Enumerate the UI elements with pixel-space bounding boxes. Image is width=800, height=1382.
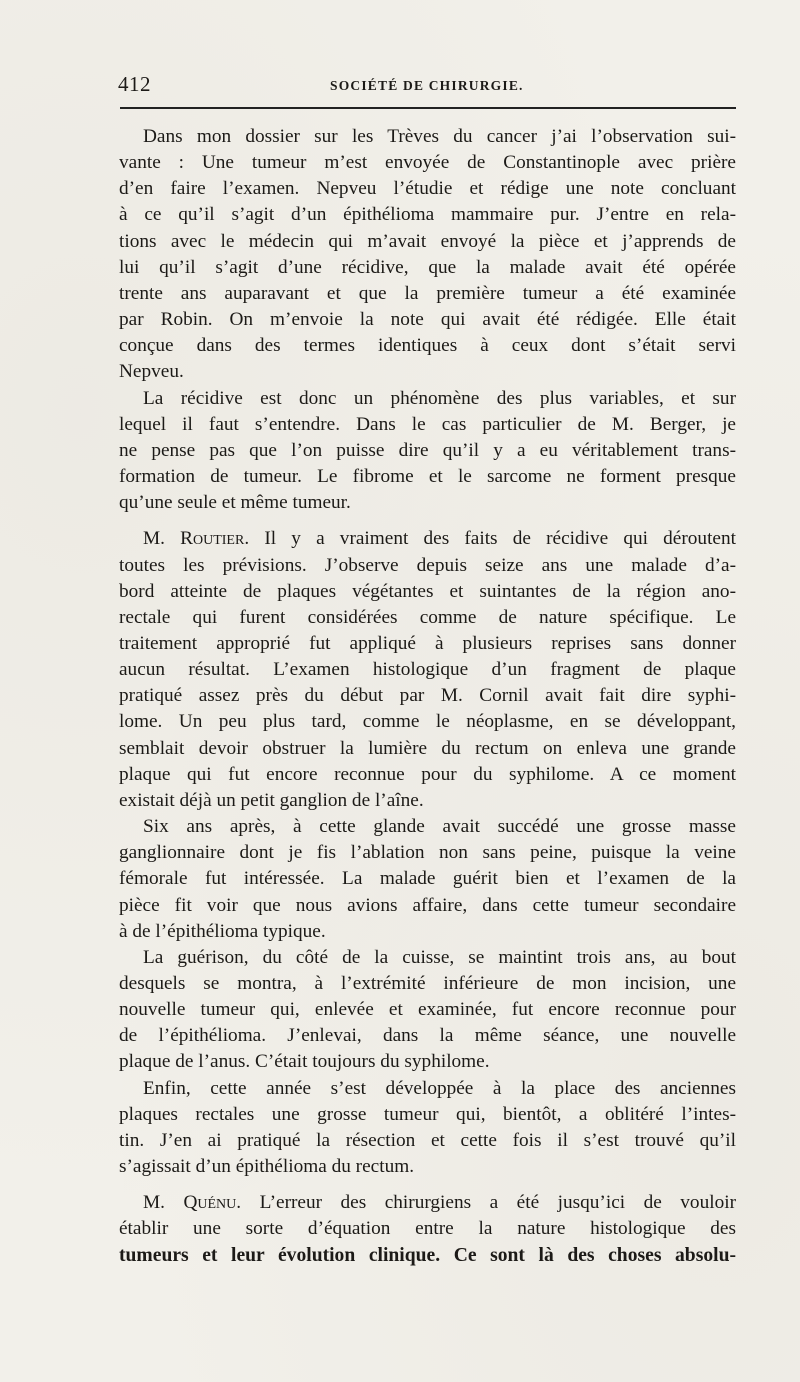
text-line: rectale qui furent considérées comme de nature spécifique. Le <box>119 606 736 628</box>
paragraph <box>119 526 736 814</box>
text-line: semblait devoir obstruer la lumière du rectum on enleva une grande <box>119 737 736 759</box>
text-line: de l’épithélioma. J’enlevai, dans la même séance, une nouvelle <box>119 1025 736 1047</box>
paragraph <box>119 945 736 1076</box>
text-line: desquels se montra, à l’extrémité inférieure de mon incision, une <box>119 973 736 994</box>
text-line: pièce fit voir que nous avions affaire, dans cette tumeur secondaire <box>119 894 736 916</box>
text-line: Dans mon dossier sur les Trèves du cancer j’ai l’observation sui- <box>143 126 736 147</box>
text-line: Six ans après, à cette glande avait succédé une grosse masse <box>143 816 736 838</box>
paragraph <box>119 814 736 945</box>
text-line: plaque qui fut encore reconnue pour du syphilome. A ce moment <box>119 763 736 785</box>
text-line: à ce qu’il s’agit d’un épithélioma mammaire pur. J’entre en rela- <box>119 204 736 226</box>
text-line: pratiqué assez près du début par M. Cornil avait fait dire syphi- <box>119 685 736 707</box>
text-line-content: Il y a vraiment des faits de récidive qui déroutent <box>264 528 736 550</box>
text-line: nouvelle tumeur qui, enlevée et examinée, fut encore reconnue pour <box>119 999 736 1021</box>
text-line: La guérison, du côté de la cuisse, se maintint trois ans, au bout <box>143 946 736 968</box>
text-line: existait déjà un petit ganglion de l’aîne. <box>119 789 424 811</box>
text-line: tumeurs et leur évolution clinique. Ce sont là des choses absolu- <box>119 1244 736 1266</box>
text-line: lequel il faut s’entendre. Dans le cas particulier de M. Berger, je <box>119 413 736 435</box>
text-line: lui qu’il s’agit d’une récidive, que la malade avait été opérée <box>119 256 736 278</box>
speaker-name: M. Routier. <box>143 528 250 550</box>
text-line: Nepveu. <box>119 361 184 383</box>
text-line: Enfin, cette année s’est développée à la place des anciennes <box>143 1077 736 1099</box>
text-line: toutes les prévisions. J’observe depuis seize ans une malade d’a- <box>119 554 736 576</box>
paragraph <box>119 124 736 386</box>
speaker-name: M. Quénu. <box>143 1192 242 1214</box>
running-title: SOCIÉTÉ DE CHIRURGIE. <box>330 78 524 93</box>
text-line: ganglionnaire dont je fis l’ablation non sans peine, puisque la veine <box>119 842 736 864</box>
text-line: fémorale fut intéressée. La malade guérit bien et l’examen de la <box>119 868 736 890</box>
paragraph <box>119 386 736 517</box>
text-line: par Robin. On m’envoie la note qui avait été rédigée. Elle était <box>119 309 736 331</box>
text-line: tin. J’en ai pratiqué la résection et cette fois il s’est trouvé qu’il <box>119 1129 736 1151</box>
header-rule <box>120 107 736 109</box>
text-line: à de l’épithélioma typique. <box>119 920 326 942</box>
page-number: 412 <box>118 72 151 96</box>
text-line: qu’une seule et même tumeur. <box>119 492 351 514</box>
text-line: d’en faire l’examen. Nepveu l’étudie et rédige une note concluant <box>119 178 736 200</box>
text-line <box>119 526 736 552</box>
text-line: établir une sorte d’équation entre la nature histologique des <box>119 1218 736 1240</box>
page-header <box>118 70 736 100</box>
text-line: formation de tumeur. Le fibrome et le sarcome ne forment presque <box>119 466 736 488</box>
paragraph <box>119 1076 736 1181</box>
paragraph <box>119 1190 736 1268</box>
text-line: La récidive est donc un phénomène des plus variables, et sur <box>143 387 736 409</box>
text-line: traitement approprié fut appliqué à plusieurs reprises sans donner <box>119 632 736 654</box>
text-line: ne pense pas que l’on puisse dire qu’il y a eu véritablement trans- <box>119 439 736 461</box>
text-line: plaques rectales une grosse tumeur qui, bientôt, a oblitéré l’intes- <box>119 1103 736 1125</box>
paragraph-gap <box>119 1180 736 1190</box>
text-line: lome. Un peu plus tard, comme le néoplasme, en se développant, <box>119 711 736 733</box>
text-line: tions avec le médecin qui m’avait envoyé la pièce et j’apprends de <box>119 230 736 252</box>
text-line: bord atteinte de plaques végétantes et suintantes de la région ano- <box>119 580 736 602</box>
text-line-content: L’erreur des chirurgiens a été jusqu’ici de vouloir <box>259 1192 736 1214</box>
paragraph-gap <box>119 516 736 526</box>
body-text <box>119 124 736 1269</box>
text-line: vante : Une tumeur m’est envoyée de Constantinople avec prière <box>119 152 736 174</box>
text-line: conçue dans des termes identiques à ceux dont s’était servi <box>119 335 736 357</box>
text-line: s’agissait d’un épithélioma du rectum. <box>119 1156 415 1178</box>
text-line <box>119 1190 736 1216</box>
text-line: trente ans auparavant et que la première tumeur a été examinée <box>119 282 736 304</box>
text-line: aucun résultat. L’examen histologique d’un fragment de plaque <box>119 659 736 681</box>
text-line: plaque de l’anus. C’était toujours du syphilome. <box>119 1051 490 1073</box>
